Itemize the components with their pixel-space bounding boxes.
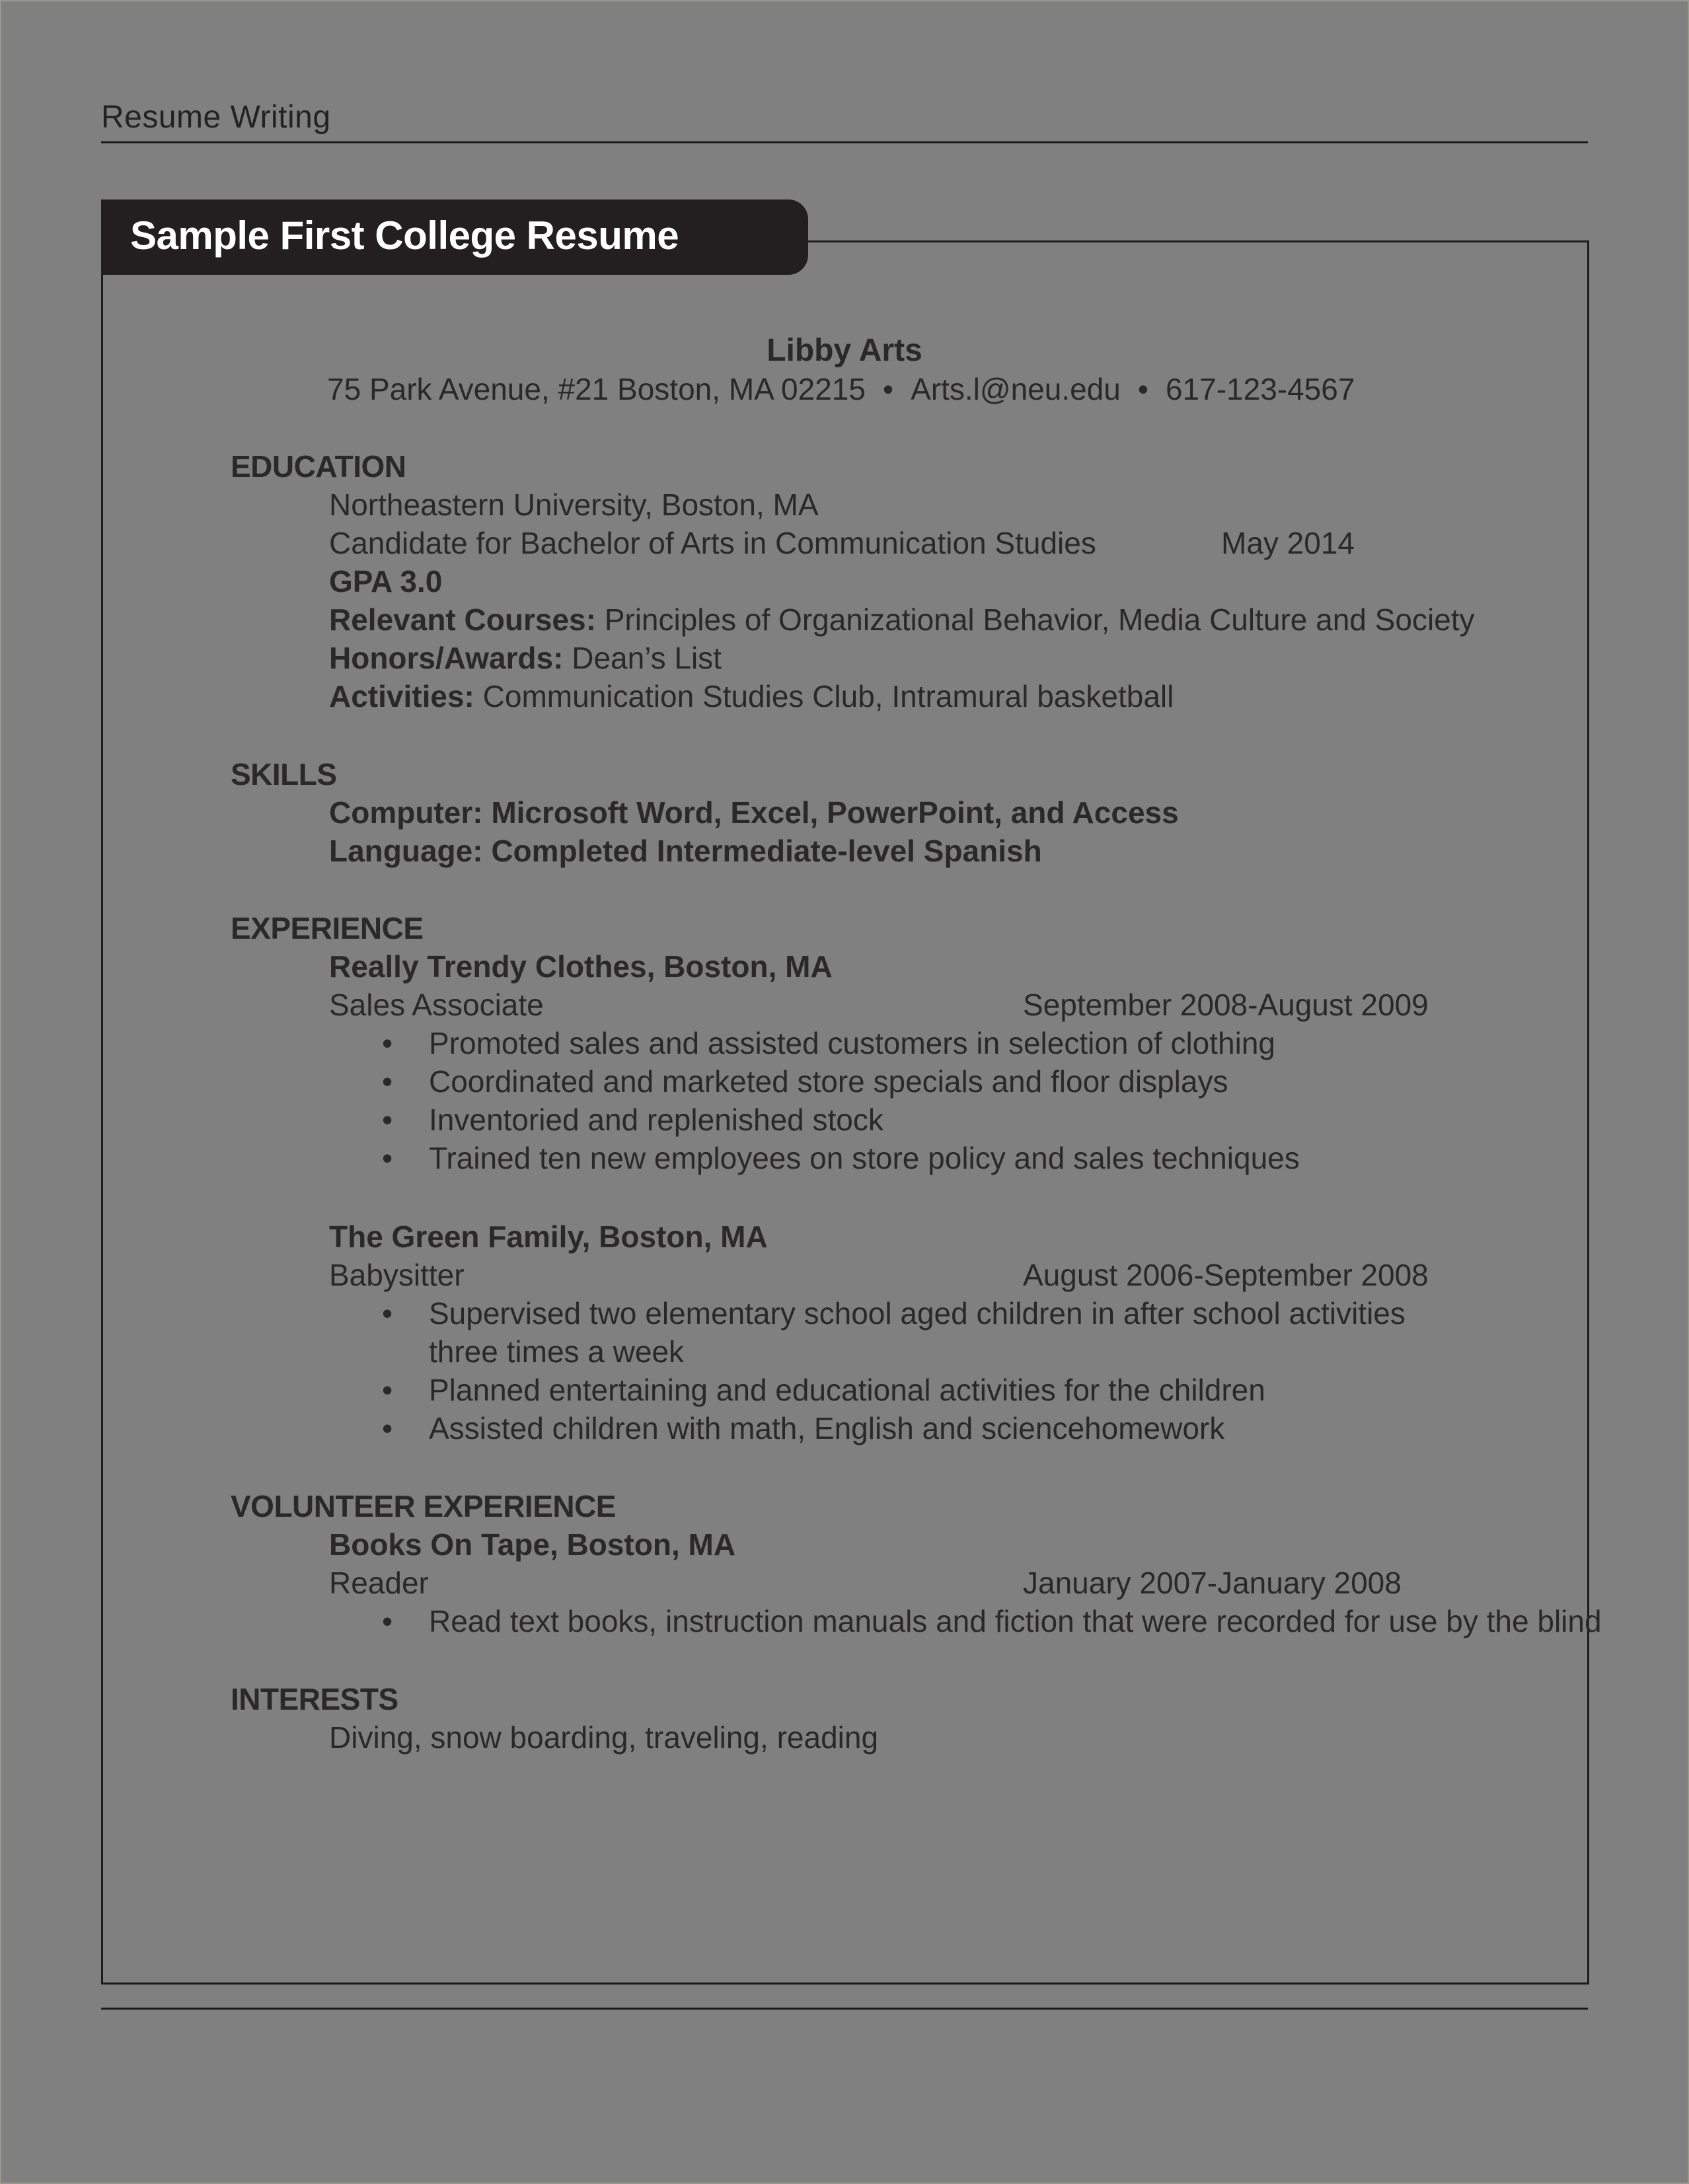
job-bullet: Trained ten new employees on store policy and sales techniques: [429, 1141, 1300, 1175]
skills-heading: SKILLS: [231, 757, 337, 791]
job-bullet-continued: three times a week: [429, 1334, 685, 1369]
job-title: Sales Associate: [329, 988, 544, 1022]
bullet-icon: •: [382, 1296, 393, 1330]
education-courses: [329, 601, 1475, 639]
honors-label: Honors/Awards:: [329, 641, 564, 675]
address: 75 Park Avenue, #21 Boston, MA 02215: [327, 372, 866, 406]
job-bullet: Inventoried and replenished stock: [429, 1103, 883, 1137]
job-employer: Really Trendy Clothes, Boston, MA: [329, 949, 833, 984]
contact-line: [327, 370, 1355, 408]
bullet-icon: •: [382, 1373, 393, 1407]
education-school: Northeastern University, Boston, MA: [329, 488, 819, 522]
phone: 617-123-4567: [1165, 372, 1355, 406]
activities-label: Activities:: [329, 679, 474, 713]
volunteer-org: Books On Tape, Boston, MA: [329, 1527, 736, 1562]
running-head: Resume Writing: [101, 100, 331, 135]
page-title: Sample First College Resume: [130, 213, 679, 258]
education-date: May 2014: [1221, 526, 1355, 560]
job-bullet: Coordinated and marketed store specials and floor displays: [429, 1064, 1228, 1099]
experience-heading: EXPERIENCE: [231, 911, 424, 945]
job-dates: September 2008-August 2009: [1023, 988, 1429, 1022]
bullet-icon: •: [382, 1604, 393, 1638]
volunteer-dates: January 2007-January 2008: [1023, 1566, 1402, 1600]
volunteer-title: Reader: [329, 1566, 429, 1600]
courses-value: Principles of Organizational Behavior, Media Culture and Society: [604, 602, 1475, 637]
footer-rule: [101, 2008, 1588, 2010]
courses-label: Relevant Courses:: [329, 602, 596, 637]
bullet-icon: •: [382, 1141, 393, 1175]
education-activities: [329, 677, 1174, 715]
skills-language: Language: Completed Intermediate-level Spanish: [329, 834, 1042, 868]
bullet-icon: •: [382, 1026, 393, 1060]
job-title: Babysitter: [329, 1258, 465, 1292]
activities-value: Communication Studies Club, Intramural basketball: [482, 679, 1174, 713]
job-bullet: Assisted children with math, English and sciencehomework: [429, 1411, 1225, 1445]
job-employer: The Green Family, Boston, MA: [329, 1219, 768, 1254]
job-bullet: Promoted sales and assisted customers in selection of clothing: [429, 1026, 1275, 1060]
skills-computer: Computer: Microsoft Word, Excel, PowerPoint, and Access: [329, 795, 1179, 830]
separator: •: [1137, 372, 1148, 406]
bullet-icon: •: [382, 1064, 393, 1099]
job-bullet: Supervised two elementary school aged children in after school activities: [429, 1296, 1406, 1330]
interests-text: Diving, snow boarding, traveling, reading: [329, 1720, 879, 1755]
education-degree: Candidate for Bachelor of Arts in Communication Studies: [329, 526, 1096, 560]
volunteer-heading: VOLUNTEER EXPERIENCE: [231, 1489, 616, 1523]
honors-value: Dean’s List: [572, 641, 722, 675]
job-bullet: Planned entertaining and educational activities for the children: [429, 1373, 1265, 1407]
interests-heading: INTERESTS: [231, 1682, 398, 1716]
volunteer-bullet: Read text books, instruction manuals and fiction that were recorded for use by the blind: [429, 1604, 1602, 1638]
job-dates: August 2006-September 2008: [1023, 1258, 1429, 1292]
email: Arts.l@neu.edu: [911, 372, 1121, 406]
separator: •: [882, 372, 894, 406]
resume-name: Libby Arts: [767, 333, 922, 368]
education-gpa: GPA 3.0: [329, 564, 443, 599]
header-rule: [101, 141, 1588, 143]
education-heading: EDUCATION: [231, 449, 406, 484]
bullet-icon: •: [382, 1103, 393, 1137]
education-honors: [329, 639, 722, 677]
bullet-icon: •: [382, 1411, 393, 1445]
